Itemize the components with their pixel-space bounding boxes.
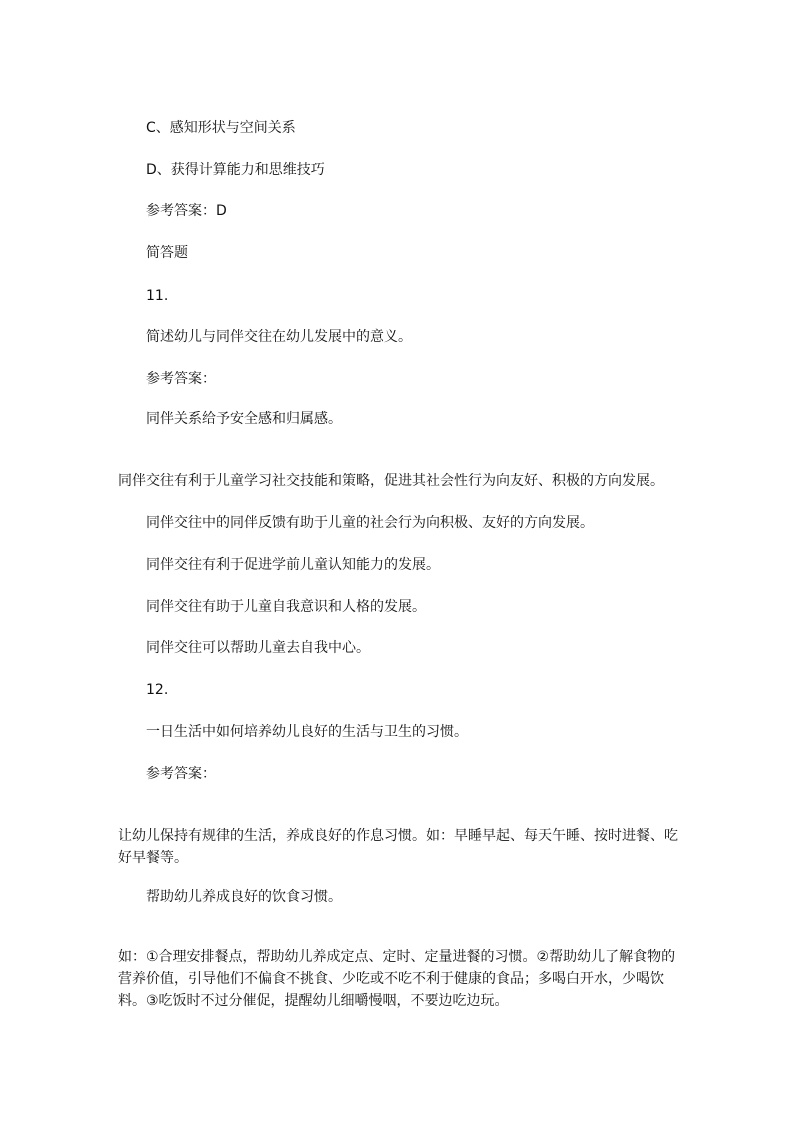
answer-12-point-1: 让幼儿保持有规律的生活，养成良好的作息习惯。如：早睡早起、每天午睡、按时进餐、吃好早餐等。	[118, 828, 678, 866]
option-c: C、感知形状与空间关系	[146, 120, 296, 136]
reference-answer-1: 参考答案：D	[146, 203, 227, 219]
reference-answer-label-11: 参考答案：	[146, 371, 216, 387]
answer-11-point-3: 同伴交往中的同伴反馈有助于儿童的社会行为向积极、友好的方向发展。	[146, 515, 594, 531]
section-heading: 简答题	[146, 245, 188, 261]
question-number-11: 11.	[146, 288, 169, 304]
answer-11-point-2: 同伴交往有利于儿童学习社交技能和策略，促进其社会性行为向友好、积极的方向发展。	[118, 473, 664, 489]
question-number-12: 12.	[146, 682, 169, 698]
reference-answer-label-12: 参考答案：	[146, 766, 216, 782]
answer-11-point-1: 同伴关系给予安全感和归属感。	[146, 411, 342, 427]
question-11-text: 简述幼儿与同伴交往在幼儿发展中的意义。	[146, 329, 412, 345]
answer-11-point-4: 同伴交往有利于促进学前儿童认知能力的发展。	[146, 557, 440, 573]
answer-12-point-2: 帮助幼儿养成良好的饮食习惯。	[146, 889, 342, 905]
question-12-text: 一日生活中如何培养幼儿良好的生活与卫生的习惯。	[146, 724, 468, 740]
answer-12-point-2-details: 如：①合理安排餐点，帮助幼儿养成定点、定时、定量进餐的习惯。②帮助幼儿了解食物的营养价值，引导他们不偏食不挑食、少吃或不吃不利于健康的食品；多喝白开水，少喝饮料。③吃饭时不过分催促，提醒幼儿细嚼慢咽，不要边吃边玩。	[118, 949, 676, 1009]
option-d: D、获得计算能力和思维技巧	[146, 162, 325, 178]
answer-11-point-6: 同伴交往可以帮助儿童去自我中心。	[146, 640, 370, 656]
answer-11-point-5: 同伴交往有助于儿童自我意识和人格的发展。	[146, 599, 426, 615]
